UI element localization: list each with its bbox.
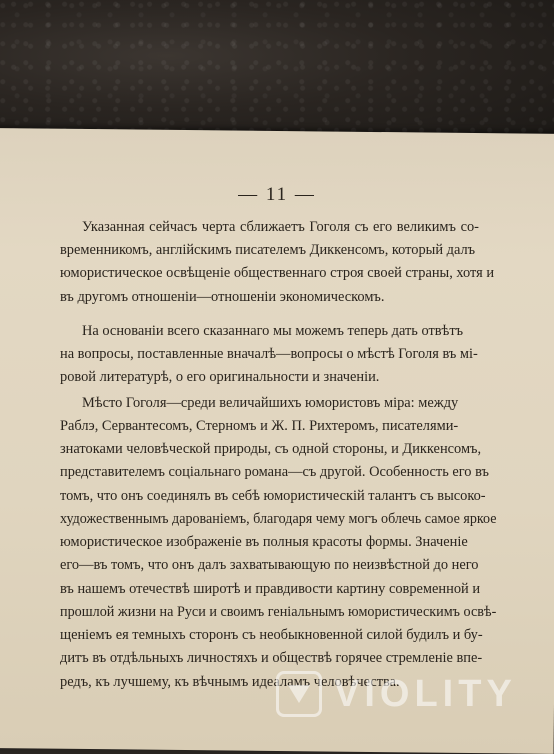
page-number: — 11 —	[238, 184, 316, 205]
watermark-text: VIOLITY	[334, 672, 517, 715]
text-line: временникомъ, англійскимъ писателемъ Диккенсомъ, который далъ	[60, 242, 476, 258]
text-line: юмористическое освѣщеніе общественнаго строя своей страны, хотя и	[60, 265, 495, 281]
text-line: знатоками человѣческой природы, съ одной стороны, и Диккенсомъ,	[60, 441, 482, 457]
text-line: юмористическое изображеніе въ полныя красоты формы. Значеніе	[60, 534, 468, 550]
text-line: прошлой жизни на Руси и своимъ геніальнымъ юмористическимъ освѣ-	[60, 604, 497, 620]
watermark	[276, 664, 538, 724]
text-line: Указанная сейчасъ черта сближаетъ Гоголя съ его великимъ со-	[82, 219, 479, 235]
text-line: ровой литературѣ, о его оригинальности и значеніи.	[60, 369, 380, 385]
text-line: на вопросы, поставленные вначалѣ—вопросы о мѣстѣ Гоголя въ мі-	[60, 346, 478, 362]
text-line: На основаніи всего сказаннаго мы можемъ теперь дать отвѣтъ	[82, 323, 464, 339]
text-line: щеніемъ ея темныхъ сторонъ съ необыкновенной силой будилъ и бу-	[60, 627, 483, 643]
text-line: художественнымъ дарованіемъ, благодаря чему могъ облечь самое яркое	[60, 511, 497, 527]
text-line: въ другомъ отношеніи—отношеніи экономическомъ.	[60, 289, 385, 305]
text-line: редъ, къ лучшему, къ вѣчнымъ идеаламъ человѣчества.	[60, 674, 400, 690]
text-line: Мѣсто Гоголя—среди величайшихъ юмористовъ міра: между	[82, 395, 459, 411]
text-line: Раблэ, Сервантесомъ, Стерномъ и Ж. П. Рихтеромъ, писателями-	[60, 418, 459, 434]
text-line: дитъ въ отдѣльныхъ личностяхъ и обществѣ горячее стремленіе впе-	[60, 650, 483, 666]
violity-logo-icon	[276, 671, 322, 717]
text-line: томъ, что онъ соединялъ въ себѣ юмористическій талантъ съ высоко-	[60, 488, 486, 504]
text-line: представителемъ соціальнаго романа—съ другой. Особенность его въ	[60, 464, 489, 480]
text-line: его—въ томъ, что онъ далъ захватывающую по неизвѣстной до него	[60, 557, 479, 573]
text-line: въ нашемъ отечествѣ широтѣ и правдивости картину современной и	[60, 581, 481, 597]
